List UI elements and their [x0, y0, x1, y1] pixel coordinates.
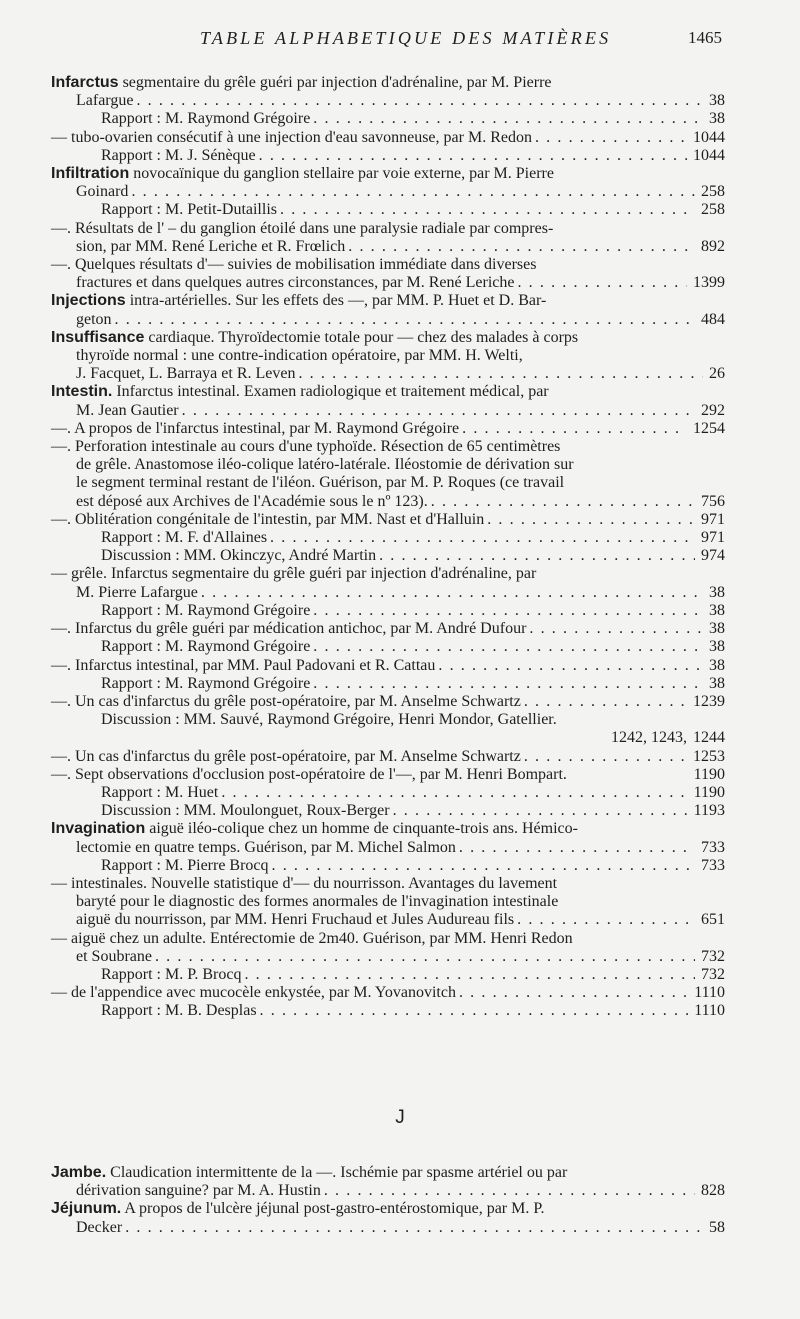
entry-text: —. Un cas d'infarctus du grêle post-opératoire, par M. Anselme Schwartz	[51, 692, 521, 710]
dot-leader	[462, 420, 687, 438]
index-entry	[51, 256, 725, 274]
dot-leader	[201, 584, 703, 602]
index-entry	[51, 183, 725, 201]
index-entry	[51, 456, 725, 474]
dot-leader	[125, 1219, 703, 1237]
dot-leader	[535, 129, 687, 147]
index-entry	[51, 347, 725, 365]
entry-text: —. A propos de l'infarctus intestinal, par M. Raymond Grégoire	[51, 419, 460, 437]
entry-text: Rapport : M. Raymond Grégoire	[101, 638, 311, 656]
index-entry	[51, 92, 725, 110]
entry-text: Decker	[76, 1218, 123, 1236]
index-entry	[51, 402, 725, 420]
page-ref: 733	[701, 856, 725, 874]
dot-leader	[517, 911, 695, 929]
page-ref: 484	[701, 310, 725, 328]
page-ref: 1110	[694, 1002, 725, 1020]
entry-text: M. Pierre Lafargue	[76, 583, 198, 601]
entry-text: thyroïde normal : une contre-indication opératoire, par MM. H. Welti,	[76, 347, 523, 365]
page-ref: 1044	[693, 146, 725, 164]
page-ref: 38	[709, 674, 725, 692]
dot-leader	[313, 675, 703, 693]
entry-text: Infarctus segmentaire du grêle guéri par injection d'adrénaline, par M. Pierre	[51, 74, 552, 91]
page-number: 1465	[688, 28, 722, 47]
entry-text: Goinard	[76, 183, 129, 201]
page-ref: 1193	[693, 802, 725, 820]
index-entry	[51, 711, 725, 729]
index-entry	[51, 383, 725, 401]
dot-leader	[459, 839, 695, 857]
index-entry	[51, 584, 725, 602]
entry-keyword: Jéjunum.	[51, 1200, 122, 1218]
entry-text: —. Perforation intestinale au cours d'une typhoïde. Résection de 65 centimètres	[51, 438, 561, 456]
index-entry	[51, 74, 725, 92]
entry-text: Rapport : M. Pierre Brocq	[101, 856, 269, 874]
page-ref: 1254	[693, 419, 725, 437]
index-list	[51, 74, 725, 1021]
page-ref: 38	[709, 92, 725, 110]
index-entry	[51, 474, 725, 492]
dot-leader	[438, 657, 703, 675]
page-ref: 258	[701, 183, 725, 201]
dot-leader	[270, 529, 695, 547]
entry-text: —. Sept observations d'occlusion post-opératoire de l'—, par M. Henri Bompart.	[51, 765, 567, 783]
dot-leader	[136, 92, 703, 110]
index-entry	[51, 657, 725, 675]
dot-leader	[529, 620, 703, 638]
dot-leader	[524, 748, 687, 766]
page-ref: 1044	[693, 128, 725, 146]
entry-text: Rapport : M. Petit-Dutaillis	[101, 201, 277, 219]
dot-leader	[459, 984, 688, 1002]
index-entry	[51, 329, 725, 347]
index-entry	[51, 110, 725, 128]
index-entry	[51, 911, 725, 929]
index-entry	[51, 147, 725, 165]
entry-text: —. Un cas d'infarctus du grêle post-opératoire, par M. Anselme Schwartz	[51, 747, 521, 765]
entry-text: Discussion : MM. Moulonguet, Roux-Berger	[101, 802, 390, 820]
page-ref: 651	[701, 911, 725, 929]
index-entry	[51, 620, 725, 638]
page-ref: 1399	[693, 274, 725, 292]
dot-leader	[221, 784, 687, 802]
dot-leader	[155, 948, 695, 966]
entry-text: Injections intra-artérielles. Sur les effets des —, par MM. P. Huet et D. Bar-	[51, 292, 547, 310]
index-entry	[51, 547, 725, 565]
entry-text: dérivation sanguine? par M. A. Hustin	[76, 1182, 321, 1200]
dot-leader	[280, 201, 695, 219]
index-entry	[51, 565, 725, 583]
entry-text: Rapport : M. P. Brocq	[101, 965, 242, 983]
dot-leader	[131, 183, 695, 201]
dot-leader	[517, 274, 687, 292]
entry-text: —. Résultats de l' – du ganglion étoilé dans une paralysie radiale par compres-	[51, 219, 554, 237]
dot-leader	[313, 110, 703, 128]
index-entry	[51, 602, 725, 620]
entry-text: Rapport : M. Huet	[101, 783, 219, 801]
dot-leader	[313, 638, 703, 656]
page-ref: 1190	[693, 783, 725, 801]
dot-leader	[524, 693, 687, 711]
dot-leader	[348, 238, 695, 256]
page-ref: 38	[709, 601, 725, 619]
entry-keyword: Infiltration	[51, 165, 130, 183]
entry-text: —. Infarctus du grêle guéri par médication antichoc, par M. André Dufour	[51, 620, 527, 638]
entry-text: Rapport : M. Raymond Grégoire	[101, 110, 311, 128]
entry-keyword: Invagination	[51, 820, 146, 838]
entry-text: — grêle. Infarctus segmentaire du grêle guéri par injection d'adrénaline, par	[51, 565, 537, 583]
index-entry	[51, 274, 725, 292]
index-entry	[51, 438, 725, 456]
dot-leader	[182, 402, 695, 420]
index-entry	[51, 1164, 725, 1182]
page-ref: 292	[701, 401, 725, 419]
entry-keyword: Insuffisance	[51, 328, 145, 346]
index-entry	[51, 966, 725, 984]
running-title: TABLE ALPHABETIQUE DES MATIÈRES	[200, 28, 612, 48]
index-entry	[51, 365, 725, 383]
dot-leader	[431, 493, 695, 511]
page-ref: 1190	[693, 765, 725, 783]
entry-text: Lafargue	[76, 92, 134, 110]
dot-leader	[115, 311, 695, 329]
page-ref: 756	[701, 492, 725, 510]
entry-text: de grêle. Anastomose iléo-colique latéro-latérale. Iléostomie de dérivation sur	[76, 456, 574, 474]
index-entry	[51, 311, 725, 329]
index-list-j	[51, 1164, 725, 1237]
index-entry	[51, 748, 725, 766]
index-entry	[51, 875, 725, 893]
entry-text: — intestinales. Nouvelle statistique d'— du nourrisson. Avantages du lavement	[51, 874, 558, 892]
entry-text: 1242, 1243,	[611, 729, 687, 747]
entry-keyword: Jambe.	[51, 1164, 107, 1181]
index-entry	[51, 1182, 725, 1200]
page-ref: 1244	[693, 729, 725, 747]
entry-text: J. Facquet, L. Barraya et R. Leven	[76, 365, 296, 383]
index-entry	[51, 493, 725, 511]
dot-leader	[272, 857, 695, 875]
index-entry	[51, 802, 725, 820]
dot-leader	[324, 1182, 695, 1200]
page-ref: 732	[701, 947, 725, 965]
page-ref: 26	[709, 365, 725, 383]
section-letter: J	[395, 1107, 405, 1128]
page-ref: 828	[701, 1182, 725, 1200]
index-entry	[51, 292, 725, 310]
index-entry	[51, 238, 725, 256]
page-ref: 38	[709, 110, 725, 128]
entry-text: sion, par MM. René Leriche et R. Frœlich	[76, 237, 346, 255]
page-ref: 971	[701, 529, 725, 547]
index-entry	[51, 220, 725, 238]
index-entry	[51, 984, 725, 1002]
index-entry	[51, 165, 725, 183]
index-entry	[51, 675, 725, 693]
page-ref: 38	[709, 638, 725, 656]
page-ref: 974	[701, 547, 725, 565]
dot-leader	[260, 1002, 689, 1020]
entry-text: Intestin. Infarctus intestinal. Examen radiologique et traitement médical, par	[51, 383, 549, 401]
index-entry	[51, 729, 725, 747]
dot-leader	[259, 147, 687, 165]
index-entry	[51, 129, 725, 147]
page-ref: 1239	[693, 692, 725, 710]
index-entry	[51, 1200, 725, 1218]
page-ref: 732	[701, 965, 725, 983]
entry-text: aiguë du nourrisson, par MM. Henri Fruchaud et Jules Audureau fils	[76, 911, 515, 929]
page-ref: 971	[701, 510, 725, 528]
dot-leader	[244, 966, 695, 984]
entry-text: —. Quelques résultats d'— suivies de mobilisation immédiate dans diverses	[51, 256, 537, 274]
dot-leader	[298, 365, 703, 383]
page-ref: 38	[709, 656, 725, 674]
entry-text: geton	[76, 310, 112, 328]
dot-leader	[379, 547, 695, 565]
index-entry	[51, 820, 725, 838]
index-entry	[51, 638, 725, 656]
entry-keyword: Infarctus	[51, 74, 119, 91]
entry-text: Jéjunum. A propos de l'ulcère jéjunal post-gastro-entérostomique, par M. P.	[51, 1200, 545, 1218]
entry-text: — aiguë chez un adulte. Entérectomie de 2m40. Guérison, par MM. Henri Redon	[51, 929, 573, 947]
entry-text: Rapport : M. Raymond Grégoire	[101, 601, 311, 619]
index-entry	[51, 511, 725, 529]
index-entry	[51, 930, 725, 948]
index-entry	[51, 857, 725, 875]
entry-keyword: Injections	[51, 292, 126, 310]
entry-text: —. Oblitération congénitale de l'intestin, par MM. Nast et d'Halluin	[51, 510, 485, 528]
page-ref: 258	[701, 201, 725, 219]
index-entry	[51, 1002, 725, 1020]
entry-text: Invagination aiguë iléo-colique chez un homme de cinquante-trois ans. Hémico-	[51, 820, 578, 838]
index-entry	[51, 784, 725, 802]
entry-text: Rapport : M. B. Desplas	[101, 1002, 257, 1020]
dot-leader	[487, 511, 695, 529]
entry-text: Rapport : M. Raymond Grégoire	[101, 674, 311, 692]
page-ref: 38	[709, 583, 725, 601]
index-entry	[51, 693, 725, 711]
page-ref: 1253	[693, 747, 725, 765]
page-header	[0, 28, 800, 54]
entry-text: Rapport : M. F. d'Allaines	[101, 529, 268, 547]
entry-text: M. Jean Gautier	[76, 401, 179, 419]
index-entry	[51, 420, 725, 438]
index-entry	[51, 893, 725, 911]
page-ref: 1110	[694, 984, 725, 1002]
index-entry	[51, 1219, 725, 1237]
entry-text: Discussion : MM. Okinczyc, André Martin	[101, 547, 377, 565]
page-ref: 892	[701, 237, 725, 255]
entry-keyword: Intestin.	[51, 383, 113, 401]
entry-text: Jambe. Claudication intermittente de la —. Ischémie par spasme artériel ou par	[51, 1164, 568, 1181]
index-entry	[51, 201, 725, 219]
entry-text: Rapport : M. J. Sénèque	[101, 146, 256, 164]
entry-text: est déposé aux Archives de l'Académie sous le nº 123).	[76, 492, 428, 510]
dot-leader	[313, 602, 703, 620]
entry-text: — de l'appendice avec mucocèle enkystée, par M. Yovanovitch	[51, 984, 456, 1002]
entry-text: Discussion : MM. Sauvé, Raymond Grégoire, Henri Mondor, Gatellier.	[101, 711, 557, 729]
entry-text: Insuffisance cardiaque. Thyroïdectomie totale pour — chez des malades à corps	[51, 328, 579, 346]
entry-text: — tubo-ovarien consécutif à une injection d'eau savonneuse, par M. Redon	[51, 128, 532, 146]
entry-text: Infiltration novocaïnique du ganglion stellaire par voie externe, par M. Pierre	[51, 165, 554, 183]
index-entry	[51, 948, 725, 966]
dot-leader	[393, 802, 688, 820]
page-ref: 38	[709, 620, 725, 638]
entry-text: —. Infarctus intestinal, par MM. Paul Padovani et R. Cattau	[51, 656, 436, 674]
index-entry	[51, 839, 725, 857]
entry-text: fractures et dans quelques autres circonstances, par M. René Leriche	[76, 274, 515, 292]
page-ref: 733	[701, 838, 725, 856]
page-ref: 58	[709, 1218, 725, 1236]
entry-text: baryté pour le diagnostic des formes anormales de l'invagination intestinale	[76, 893, 559, 911]
entry-text: lectomie en quatre temps. Guérison, par M. Michel Salmon	[76, 838, 456, 856]
index-entry	[51, 529, 725, 547]
entry-text: et Soubrane	[76, 947, 152, 965]
entry-text: le segment terminal restant de l'iléon. Guérison, par M. P. Roques (ce travail	[76, 474, 565, 492]
index-entry	[51, 766, 725, 784]
